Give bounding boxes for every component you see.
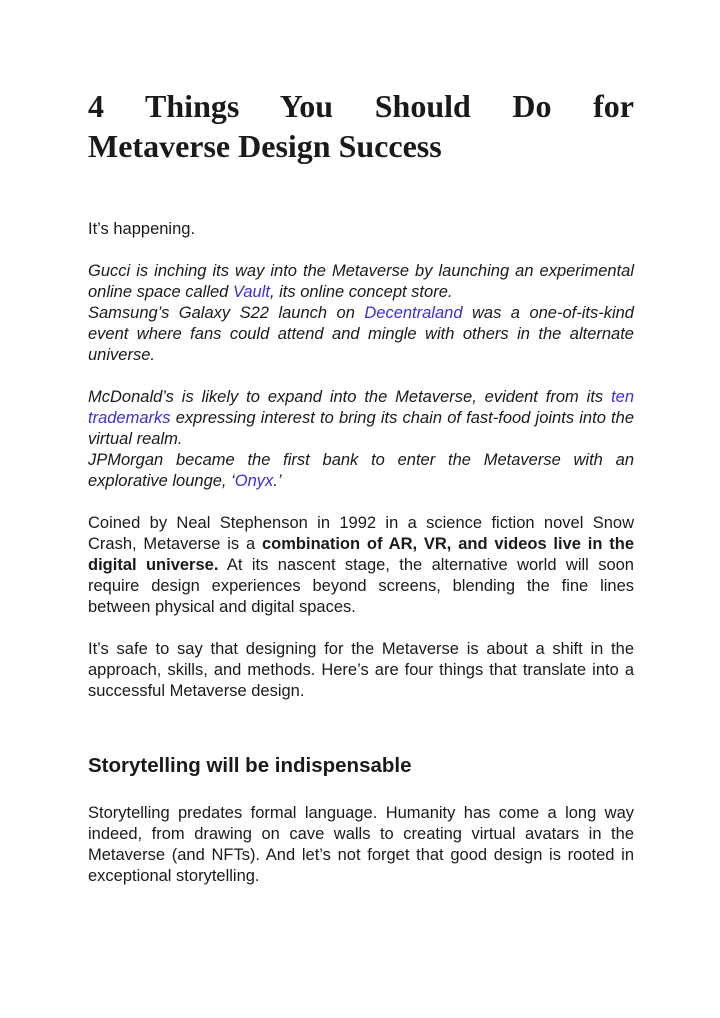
page-title bbox=[88, 86, 634, 166]
gucci-text-after: , its online concept store. bbox=[269, 283, 453, 301]
jpmorgan-paragraph bbox=[88, 450, 634, 492]
gucci-text-before: Gucci is inching its way into the Metaverse by launching an experimental online space called bbox=[88, 262, 634, 301]
onyx-link[interactable]: Onyx bbox=[234, 472, 274, 490]
samsung-paragraph bbox=[88, 303, 634, 366]
safe-to-say-paragraph: It’s safe to say that designing for the Metaverse is about a shift in the approach, skills, and methods. Here’s are four things that translate into a successful Metaverse design. bbox=[88, 640, 634, 700]
intro-paragraph: It’s happening. bbox=[88, 220, 196, 238]
storytelling-heading: Storytelling will be indispensable bbox=[88, 754, 412, 777]
coined-paragraph bbox=[88, 513, 634, 618]
mcdonalds-text-before: McDonald’s is likely to expand into the Metaverse, evident from its bbox=[88, 388, 612, 406]
storytelling-paragraph: Storytelling predates formal language. Humanity has come a long way indeed, from drawing on cave walls to creating virtual avatars in the Metaverse (and NFTs). And let’s not forget that good design is rooted in exceptional storytelling. bbox=[88, 804, 634, 885]
coined-text-before: Coined by Neal Stephenson in 1992 in a science fiction novel Snow Crash, Metaverse is a bbox=[88, 514, 634, 553]
gucci-paragraph bbox=[88, 261, 634, 303]
page-title-line-1: 4 Things You Should Do for bbox=[88, 88, 634, 124]
vault-link[interactable]: Vault bbox=[232, 283, 270, 301]
mcdonalds-text-after: expressing interest to bring its chain of fast-food joints into the virtual realm. bbox=[88, 409, 634, 448]
coined-text-after: At its nascent stage, the alternative world will soon require design experiences beyond screens, blending the fine lines between physical and digital spaces. bbox=[88, 556, 634, 616]
ten-trademarks-link[interactable]: ten trademarks bbox=[88, 388, 634, 427]
jpmorgan-text-after: .’ bbox=[273, 472, 282, 490]
samsung-text-after: was a one-of-its-kind event where fans could attend and mingle with others in the alternate universe. bbox=[88, 304, 634, 364]
samsung-text-before: Samsung’s Galaxy S22 launch on bbox=[88, 304, 365, 322]
page-title-line-2: Metaverse Design Success bbox=[88, 128, 442, 164]
mcdonalds-paragraph bbox=[88, 387, 634, 450]
coined-text-bold: combination of AR, VR, and videos live in the digital universe. bbox=[88, 535, 634, 574]
document-body bbox=[88, 86, 634, 887]
decentraland-link[interactable]: Decentraland bbox=[364, 304, 463, 322]
jpmorgan-text-before: JPMorgan became the first bank to enter the Metaverse with an explorative lounge, ‘ bbox=[88, 451, 634, 490]
